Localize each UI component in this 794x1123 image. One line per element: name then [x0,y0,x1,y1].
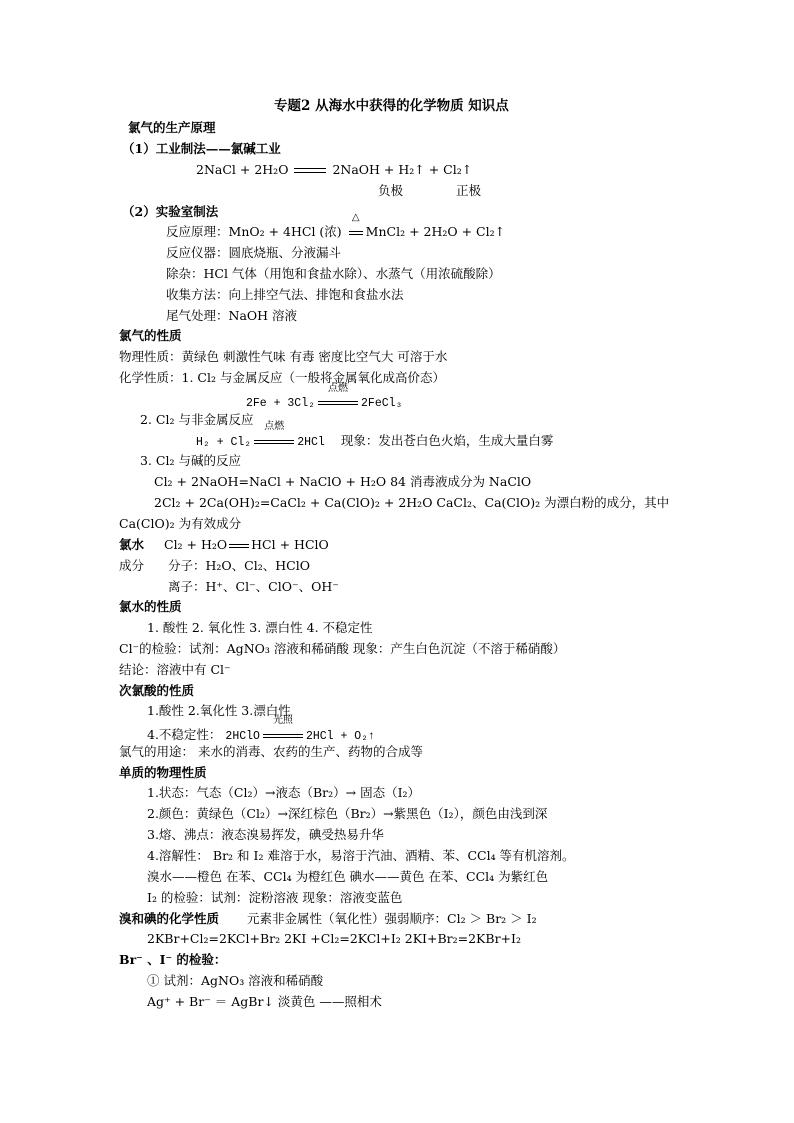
br-i-reagent: ① 试剂：AgNO₃ 溶液和稀硝酸 [147,973,324,988]
hclo-decomposition-left: 2HClO [225,730,260,743]
physical-properties: 物理性质：黄绿色 刺激性气味 有毒 密度比空气大 可溶于水 [119,349,448,364]
nonmetal-reaction: 2. Cl₂ 与非金属反应 [140,412,254,427]
halogen-chemical-line [119,911,537,927]
collection-method: 收集方法：向上排空气法、排饱和食盐水法 [166,287,404,302]
page-title: 专题2 从海水中获得的化学物质 知识点 [274,98,509,114]
fe-equation-left: 2Fe + 3Cl₂ [246,397,316,410]
chlorine-water-left: Cl₂ + H₂O [164,537,228,552]
reaction-principle-label: 反应原理： [166,224,229,239]
lab-heading: （2）实验室制法 [122,204,219,219]
condition-ignite: 点燃 [318,396,358,412]
fe-equation-right: 2FeCl₃ [361,397,403,410]
section-heading-chlorine-properties: 氯气的性质 [119,328,182,343]
section-heading-hclo: 次氯酸的性质 [119,683,195,698]
equation-sign [294,168,326,173]
reaction-principle [166,212,506,240]
h2-equation-right: 2HCl [297,436,325,449]
caoh-continuation: Ca(ClO)₂ 为有效成分 [119,516,242,531]
apparatus: 反应仪器：圆底烧瓶、分液漏斗 [166,245,342,260]
industrial-equation [196,162,472,178]
agbr-reaction: Ag⁺ + Br⁻ ＝ AgBr↓ 淡黄色 ——照相术 [147,994,382,1009]
section-heading-chlorine-water: 氯水 [119,537,145,552]
iodine-test: I₂ 的检验：试剂：淀粉溶液 现象：溶液变蓝色 [147,890,403,905]
h2-equation-left: H₂ + Cl₂ [196,436,252,449]
section-heading-chlorine-production: 氯气的生产原理 [128,120,216,135]
condition-light: 光照 [263,727,303,743]
reaction-principle-right: MnCl₂ + 2H₂O + Cl₂↑ [365,224,506,239]
halogen-melting: 3.熔、沸点：液态溴易挥发，碘受热易升华 [147,827,384,842]
halogen-displacement-reactions: 2KBr+Cl₂=2KCl+Br₂ 2KI +Cl₂=2KCl+I₂ 2KI+Br₂=2KBr+I₂ [147,931,521,946]
industrial-heading: （1）工业制法——氯碱工业 [122,141,281,156]
hclo-unstable-label: 4.不稳定性： [147,727,222,742]
section-heading-halogen-chemical: 溴和碘的化学性质 [119,911,220,926]
base-reaction: 3. Cl₂ 与碱的反应 [140,453,241,468]
chloride-conclusion: 结论：溶液中有 Cl⁻ [119,662,231,677]
hclo-decomposition [147,715,375,745]
naoh-equation: Cl₂ + 2NaOH=NaCl + NaClO + H₂O 84 消毒液成分为 NaClO [154,474,532,489]
electrode-positive: 正极 [456,183,482,198]
halogen-color: 2.颜色：黄绿色（Cl₂）→深红棕色（Br₂）→紫黑色（I₂），颜色由浅到深 [147,806,548,821]
reaction-principle-left: MnO₂ + 4HCl (浓) [228,224,342,239]
components-molecules: 分子：H₂O、Cl₂、HClO [168,558,310,573]
components-ions: 离子：H⁺、Cl⁻、ClO⁻、OH⁻ [168,579,339,594]
h2-phenomenon: 现象：发出苍白色火焰，生成大量白雾 [340,433,554,448]
nonmetal-order: 元素非金属性（氧化性）强弱顺序：Cl₂ ＞ Br₂ ＞ I₂ [247,911,537,926]
halogen-solvent-colors: 溴水——橙色 在苯、CCl₄ 为橙红色 碘水——黄色 在苯、CCl₄ 为紫红色 [147,869,549,884]
chlorine-water-equation [119,537,329,553]
hclo-property-list: 1.酸性 2.氧化性 3.漂白性 [147,703,291,718]
chlorine-uses: 氯气的用途： 来水的消毒、农药的生产、药物的合成等 [119,744,423,759]
fe-equation [246,384,403,412]
hclo-decomposition-right: 2HCl + O₂↑ [305,730,375,743]
caoh-equation: 2Cl₂ + 2Ca(OH)₂=CaCl₂ + Ca(ClO)₂ + 2H₂O CaCl₂、Ca(ClO)₂ 为漂白粉的成分，其中 [154,495,670,510]
condition-ignite: 点燃 [254,433,294,449]
components-label: 成分 [119,558,145,573]
impurity-removal: 除杂：HCl 气体（用饱和食盐水除）、水蒸气（用浓硫酸除） [166,266,501,281]
halogen-state: 1.状态：气态（Cl₂）→液态（Br₂）→ 固态（I₂） [147,785,421,800]
industrial-equation-right: 2NaOH + H₂↑ + Cl₂↑ [332,162,473,177]
chlorine-water-property-list: 1. 酸性 2. 氧化性 3. 漂白性 4. 不稳定性 [147,620,373,635]
tail-gas: 尾气处理：NaOH 溶液 [166,308,298,323]
section-heading-br-i-test: Br⁻ 、I⁻ 的检验： [119,952,227,967]
electrode-negative: 负极 [378,183,404,198]
section-heading-chlorine-water-properties: 氯水的性质 [119,599,182,614]
equation-sign [229,544,249,548]
chemical-properties-metal: 化学性质：1. Cl₂ 与金属反应（一般将金属氧化成高价态） [119,370,445,385]
industrial-equation-left: 2NaCl + 2H₂O [196,162,289,177]
halogen-solubility: 4.溶解性： Br₂ 和 I₂ 难溶于水，易溶于汽油、酒精、苯、CCl₄ 等有机溶剂。 [147,848,575,863]
chlorine-water-right: HCl + HClO [251,537,329,552]
section-heading-halogen-physical: 单质的物理性质 [119,765,207,780]
chloride-test: Cl⁻的检验：试剂：AgNO₃ 溶液和稀硝酸 现象：产生白色沉淀（不溶于稀硝酸） [119,641,566,656]
h2-equation [196,421,554,451]
condition-heat: △ [349,224,363,240]
